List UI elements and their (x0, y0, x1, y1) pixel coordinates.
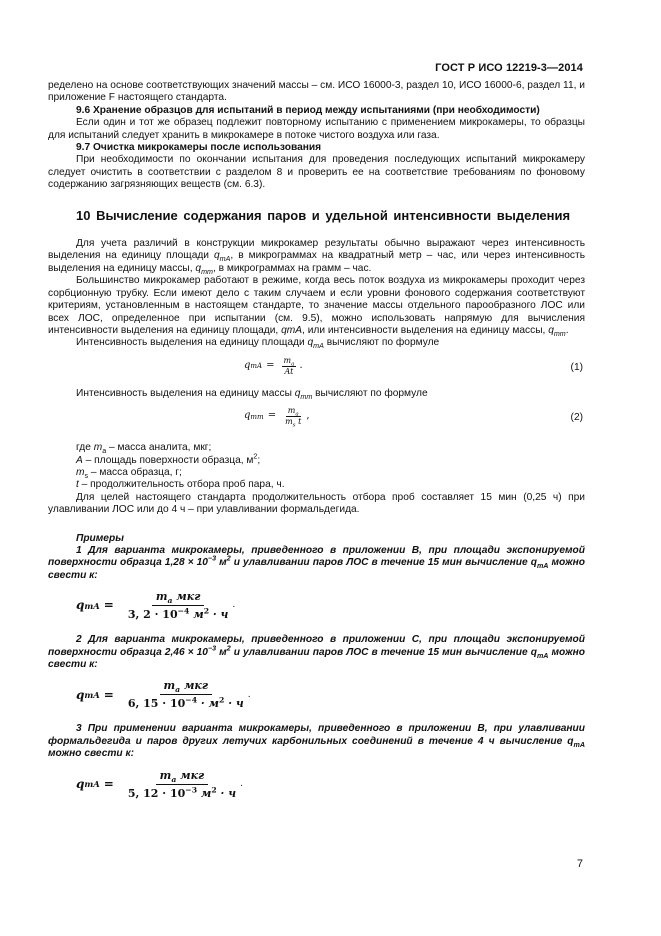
formula-2-number: (2) (570, 412, 583, 424)
section-10-paragraph-1: Для учета различий в конструкции микрокамер результаты обычно выражают через интенсивность выделения на единицу площади $q_{mA}$, в микрограммах на квадратный метр – час, или через интенсивность выделения на единицу массы, $q_{mm}$, в микрограммах на грамм – час. (48, 238, 586, 276)
section-10-paragraph-2: Большинство микрокамер работают в режиме, когда весь поток воздуха из микрокамеры проходит через сорбционную трубку. Если имеют дело с таким случаем и если уровни фонового содержания соответствуют критериям, установленным в настоящем стандарте, то значение массы отдельного парообразного ЛОС или всех ЛОС, определенное при испытании (см. 9.5), можно использовать напрямую для вычисления интенсивности выделения на единицу площади, qmA, или интенсивности выделения на единицу массы, $q_{mm}$. (48, 275, 585, 338)
section-10-paragraph-3: Интенсивность выделения на единицу площади $q_{mA}$ вычисляют по формуле (76, 337, 440, 351)
formula-1: q mA = $\frac{m_a}{At}$ . (1) (244, 355, 583, 376)
examples-title: Примеры (76, 532, 124, 544)
definition-ms: $m_s$ – масса образца, г; (76, 466, 182, 480)
formula-2-fraction: $\frac{m_a}{m_s t}$ (285, 406, 302, 429)
definition-ma: где $m_a$ – масса аналита, мкг; (76, 442, 212, 456)
standard-header: ГОСТ Р ИСО 12219-3—2014 (435, 62, 583, 74)
example-2-text: 2 Для варианта микрокамеры, приведенного в приложении C, при площади экспонируемой поверхности образца $2,46 \times 10^{-3}$ $м^2$ и улавливании паров ЛОС в течение 15 мин вычисление $q_{mA}$ можно свести к: (48, 634, 585, 670)
section-10-paragraph-4: Интенсивность выделения на единицу массы $q_{mm}$ вычисляют по формуле (76, 387, 428, 401)
definition-a: A – площадь поверхности образца, $м^2$; (76, 452, 261, 466)
page-number: 7 (576, 858, 583, 870)
definition-t: t – продолжительность отбора проб пара, ч. (76, 479, 285, 491)
section-9-7-text: При необходимости по окончании испытания для проведения последующих испытаний микрокамеру следует очистить в соответствии с разделом 8 и проверить ее на соответствие требованиям по фоновому содержанию загрязняющих веществ (см. 6.3). (48, 154, 585, 191)
section-9-7-heading: 9.7 Очистка микрокамеры после использования (76, 142, 322, 154)
example-1-text: 1 Для варианта микрокамеры, приведенного в приложении B, при площади экспонируемой поверхности образца $1,28 \times 10^{-3}$ $м^2$ и улавливании паров ЛОС в течение 15 мин вычисление $q_{mA}$ можно свести к: (48, 544, 585, 581)
example-1-formula: q mA = $\frac{m_a мкг}{3, 2 \cdot 10^{-4} м^2 \cdot ч}$ . (76, 590, 236, 622)
continuation-paragraph: ределено на основе соответствующих значений массы – см. ИСО 16000-3, раздел 10, ИСО 16000-6, раздел 11, и приложение F настоящего стандарта. (48, 80, 585, 104)
section-10-heading: 10 Вычисление содержания паров и удельной интенсивности выделения (76, 207, 571, 223)
sampling-duration-note: Для целей настоящего стандарта продолжительность отбора проб составляет 15 мин (0,25 ч) при улавливании ЛОС или до 4 ч – при улавливании формальдегида. (48, 491, 585, 516)
example-3-formula: q mA = $\frac{m_a мкг}{5, 12 \cdot 10^{-3} м^2 \cdot ч}$ . (76, 768, 243, 800)
formula-1-fraction: $\frac{m_a}{At}$ (283, 355, 295, 376)
symbol-definitions (48, 442, 585, 516)
section-9-6-text: Если один и тот же образец подлежит повторному испытанию с применением микрокамеры, то образцы для испытаний следует хранить в микрокамере в потоке чистого воздуха или газа. (48, 117, 585, 141)
section-9-6-heading: 9.6 Хранение образцов для испытаний в период между испытаниями (при необходимости) (76, 104, 540, 116)
formula-2: q mm = $\frac{m_a}{m_s t}$ , (2) (244, 406, 583, 429)
formula-1-number: (1) (570, 361, 583, 373)
example-3-text: 3 При применении варианта микрокамеры, приведенного в приложении B, при улавливании формальдегида и паров других летучих карбонильных соединений в течение 4 ч вычисление $q_{mA}$ можно свести к: (48, 723, 585, 760)
example-2-formula: q mA = $\frac{m_a мкг}{6, 15 \cdot 10^{-4} \cdot м^2 \cdot ч}$ . (76, 679, 251, 711)
page-content (48, 80, 585, 813)
